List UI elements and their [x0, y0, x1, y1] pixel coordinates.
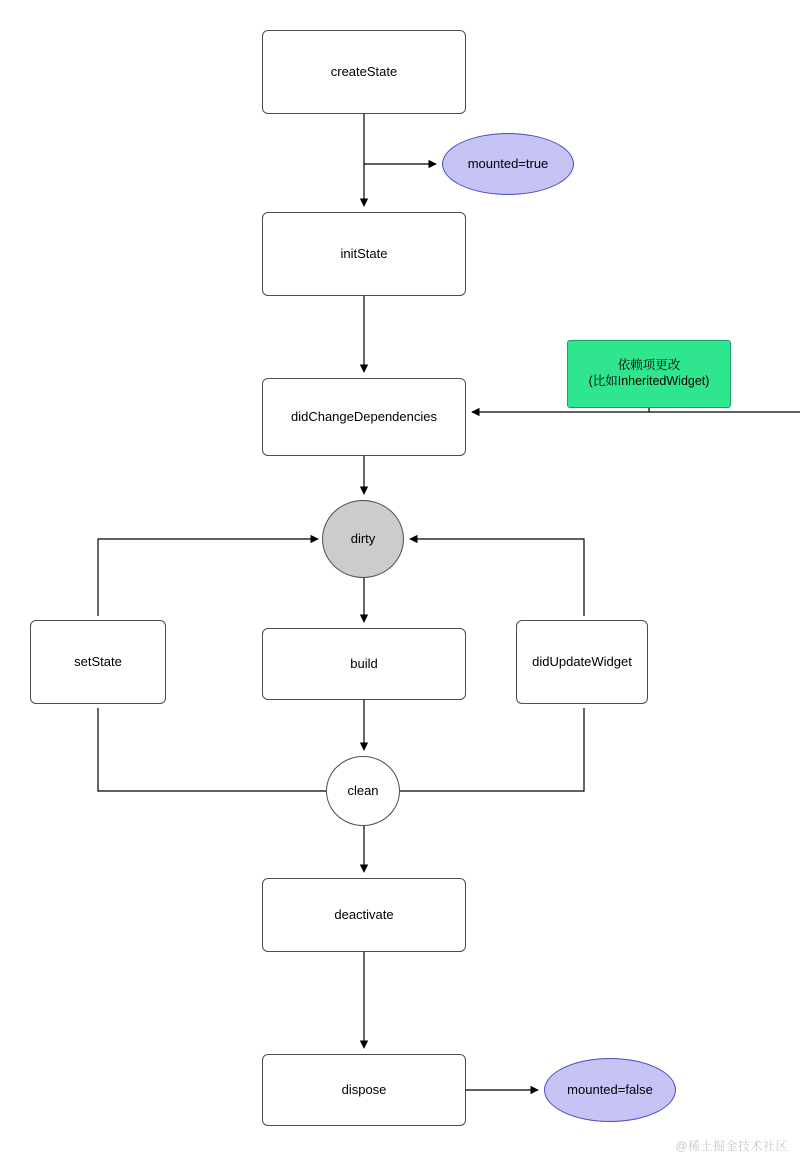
- node-did-update-widget-label: didUpdateWidget: [532, 653, 632, 669]
- node-set-state[interactable]: [30, 620, 166, 704]
- node-create-state[interactable]: [262, 30, 466, 114]
- node-did-change-dependencies-label: didChangeDependencies: [290, 408, 437, 424]
- node-build-label: build: [350, 655, 378, 671]
- edge-setstate-dirty: [98, 539, 318, 616]
- node-mounted-false-label: mounted=false: [567, 1081, 653, 1097]
- node-dependency-changed[interactable]: [567, 340, 731, 408]
- node-dispose[interactable]: [262, 1054, 466, 1126]
- node-dispose-label: dispose: [341, 1081, 387, 1097]
- edge-clean-didupdatewidget: [400, 708, 584, 791]
- edge-didupdatewidget-dirty: [410, 539, 584, 616]
- node-set-state-label: setState: [74, 653, 122, 669]
- node-mounted-true-label: mounted=true: [467, 155, 549, 171]
- node-clean-label: clean: [347, 782, 379, 798]
- node-create-state-label: createState: [330, 63, 398, 79]
- node-mounted-true[interactable]: [442, 133, 574, 195]
- node-did-update-widget[interactable]: [516, 620, 648, 704]
- node-init-state[interactable]: [262, 212, 466, 296]
- node-deactivate-label: deactivate: [334, 906, 394, 922]
- node-deactivate[interactable]: [262, 878, 466, 952]
- node-did-change-dependencies[interactable]: [262, 378, 466, 456]
- node-dependency-changed-label-line2: (比如InheritedWidget): [588, 374, 710, 388]
- node-dependency-changed-label-line1: 依赖项更改: [617, 358, 681, 373]
- node-clean[interactable]: [326, 756, 400, 826]
- node-mounted-false[interactable]: [544, 1058, 676, 1122]
- edge-clean-setstate: [98, 708, 326, 791]
- node-dirty[interactable]: [322, 500, 404, 578]
- watermark: @稀土掘金技术社区: [675, 1139, 788, 1153]
- node-build[interactable]: [262, 628, 466, 700]
- node-dirty-label: dirty: [350, 530, 376, 546]
- node-init-state-label: initState: [340, 245, 388, 261]
